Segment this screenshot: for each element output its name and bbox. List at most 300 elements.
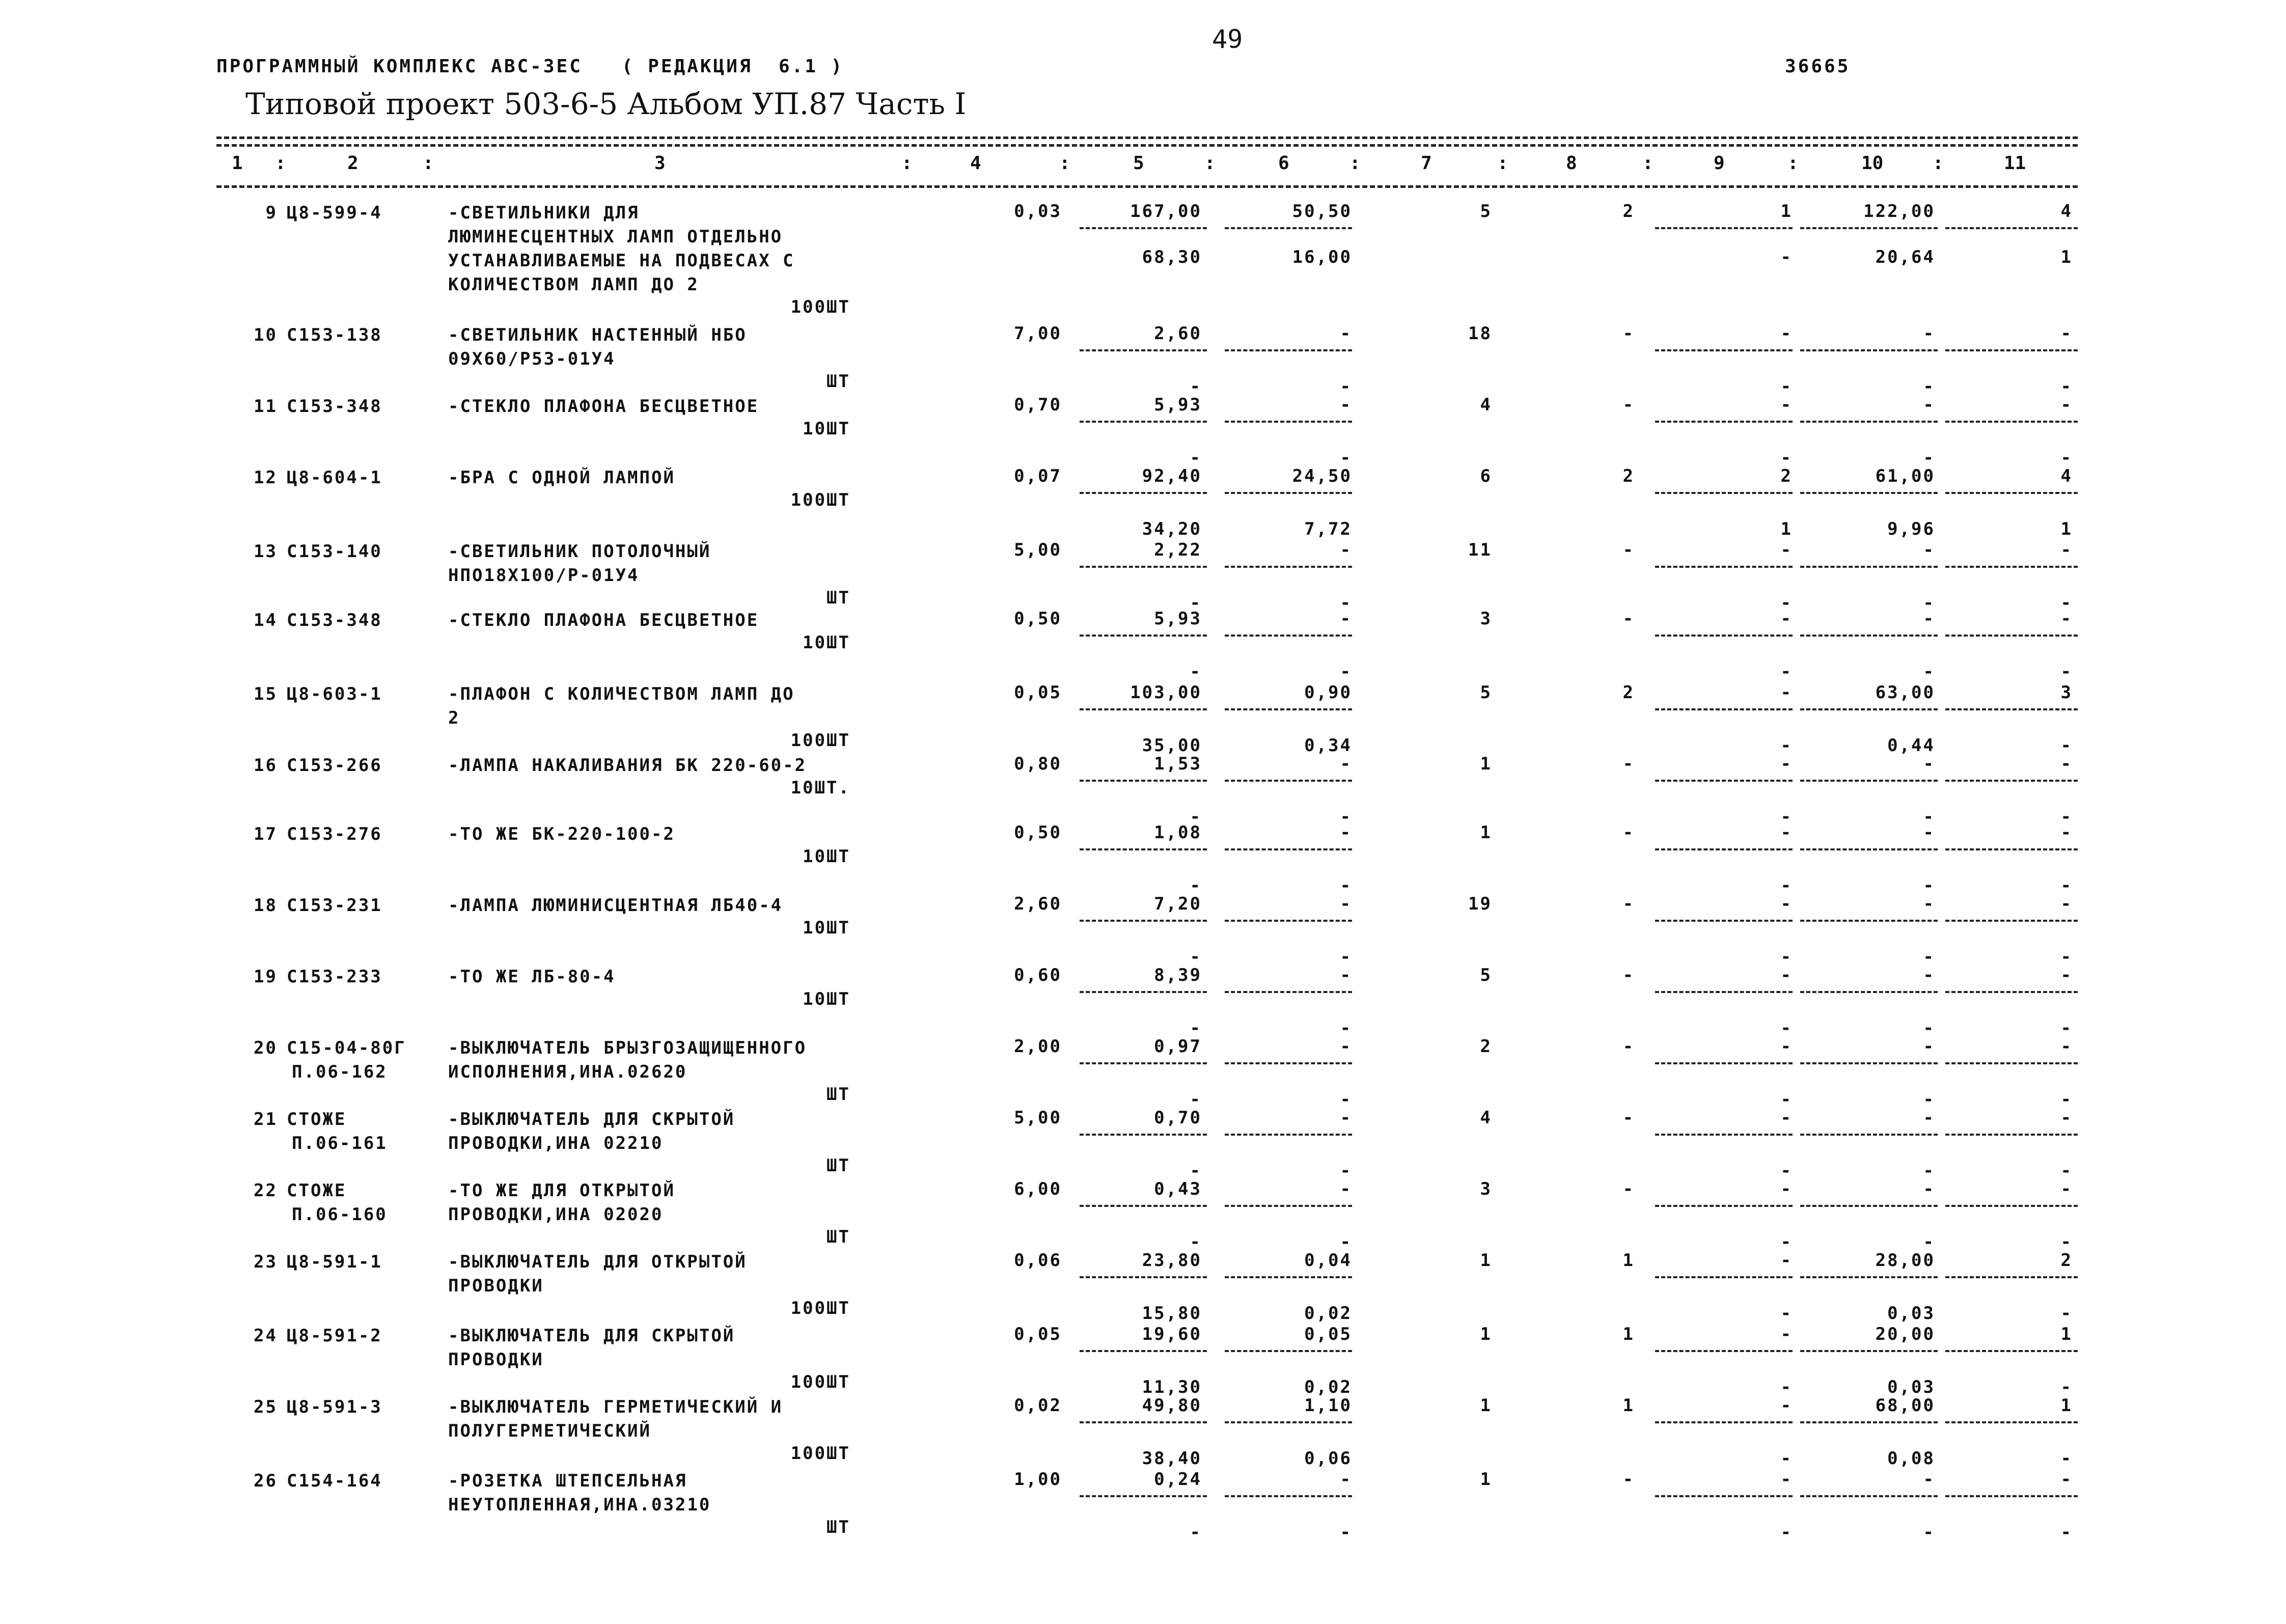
cell-col-9-secondary: - <box>1780 247 1793 267</box>
row-code-value: С153-138 <box>287 325 382 345</box>
cell-col-11: 2 <box>2060 1250 2073 1271</box>
cell-col-9: - <box>1780 1036 1793 1057</box>
sub-rule-col-6 <box>1225 349 1352 351</box>
row-code <box>247 1250 446 1274</box>
cell-col-9: 2 <box>1780 466 1793 486</box>
cell-col-9-secondary: - <box>1780 662 1793 682</box>
cell-col-8: - <box>1622 822 1635 843</box>
row-number: 23 <box>254 1252 278 1272</box>
sub-rule-col-10 <box>1800 421 1938 423</box>
sub-rule-col-11 <box>1945 1350 2078 1352</box>
document-code: 36665 <box>1785 56 1851 77</box>
cell-col-9: - <box>1780 540 1793 560</box>
cell-col-9-secondary: - <box>1780 593 1793 613</box>
cell-col-8: 2 <box>1622 466 1635 486</box>
cell-col-9: - <box>1780 1324 1793 1344</box>
sub-rule-col-10 <box>1800 920 1938 922</box>
cell-col-4: 0,50 <box>1014 609 1062 629</box>
cell-col-6-secondary: - <box>1340 875 1352 896</box>
cell-col-4: 7,00 <box>1014 323 1062 344</box>
row-code-value: С153-348 <box>287 610 382 630</box>
cell-col-9: - <box>1780 894 1793 914</box>
cell-col-10-secondary: - <box>1923 947 1935 967</box>
cell-col-10: - <box>1923 540 1935 560</box>
cell-col-8: - <box>1622 323 1635 344</box>
cell-col-10-secondary: - <box>1923 1089 1935 1110</box>
cell-col-8: - <box>1622 965 1635 985</box>
row-unit: 100ШТ <box>790 490 850 510</box>
cell-col-9-secondary: - <box>1780 1232 1793 1252</box>
row-name-line: ПРОВОДКИ,ИНА 02020 <box>448 1204 664 1225</box>
row-name-line: -ТО ЖЕ ДЛЯ ОТКРЫТОЙ <box>448 1180 675 1201</box>
project-title: Типовой проект 503-6-5 Альбом УП.87 Часть I <box>245 87 967 121</box>
cell-col-10-secondary: - <box>1923 875 1935 896</box>
cell-col-10: - <box>1923 822 1935 843</box>
cell-col-9-secondary: - <box>1780 448 1793 468</box>
cell-col-6-secondary: - <box>1340 1089 1352 1110</box>
cell-col-5: 2,60 <box>1154 323 1202 344</box>
cell-col-9: - <box>1780 1179 1793 1199</box>
cell-col-6-secondary: 0,06 <box>1304 1448 1352 1469</box>
row-name-line: УСТАНАВЛИВАЕМЫЕ НА ПОДВЕСАХ С <box>448 251 795 271</box>
row-code-value: С154-164 <box>287 1471 382 1491</box>
cell-col-9: - <box>1780 965 1793 985</box>
cell-col-7: 1 <box>1480 822 1492 843</box>
sub-rule-col-10 <box>1800 780 1938 782</box>
sub-rule-col-10 <box>1800 227 1938 229</box>
cell-col-9: - <box>1780 323 1793 344</box>
cell-col-5: 8,39 <box>1154 965 1202 985</box>
sub-rule-col-11 <box>1945 1421 2078 1423</box>
cell-col-10: - <box>1923 1108 1935 1128</box>
sub-rule-col-6 <box>1225 1276 1352 1278</box>
row-name-line: -СВЕТИЛЬНИКИ ДЛЯ <box>448 203 640 223</box>
cell-col-5-secondary: 15,80 <box>1142 1303 1202 1324</box>
row-unit: ШТ <box>827 1155 850 1176</box>
cell-col-11-secondary: - <box>2060 376 2073 397</box>
row-number: 14 <box>254 610 278 630</box>
cell-col-10: - <box>1923 1469 1935 1490</box>
row-unit: ШТ <box>827 371 850 392</box>
cell-col-4: 2,00 <box>1014 1036 1062 1057</box>
row-unit: 10ШТ <box>803 419 850 439</box>
sub-rule-col-9 <box>1655 566 1793 568</box>
row-number: 20 <box>254 1038 278 1058</box>
cell-col-10: 20,00 <box>1875 1324 1935 1344</box>
cell-col-5-secondary: - <box>1190 1232 1202 1252</box>
cell-col-5-secondary: - <box>1190 947 1202 967</box>
cell-col-9-secondary: - <box>1780 1018 1793 1038</box>
cell-col-4: 0,06 <box>1014 1250 1062 1271</box>
sub-rule-col-9 <box>1655 635 1793 637</box>
sub-rule-col-6 <box>1225 780 1352 782</box>
cell-col-11: - <box>2060 822 2073 843</box>
row-code <box>247 395 446 419</box>
cell-col-10: 68,00 <box>1875 1395 1935 1416</box>
row-code-value: С153-276 <box>287 824 382 844</box>
sub-rule-col-11 <box>1945 1134 2078 1136</box>
cell-col-9-secondary: - <box>1780 735 1793 756</box>
cell-col-4: 0,70 <box>1014 395 1062 415</box>
cell-col-7: 3 <box>1480 1179 1492 1199</box>
cell-col-10-secondary: 0,44 <box>1887 735 1935 756</box>
cell-col-11-secondary: - <box>2060 1377 2073 1397</box>
cell-col-9-secondary: - <box>1780 807 1793 827</box>
header-rule-bottom <box>216 185 2078 188</box>
cell-col-7: 1 <box>1480 754 1492 774</box>
cell-col-6-secondary: - <box>1340 1232 1352 1252</box>
cell-col-8: - <box>1622 1036 1635 1057</box>
row-code-value: С153-348 <box>287 396 382 417</box>
cell-col-11-secondary: - <box>2060 735 2073 756</box>
page-number: 49 <box>1212 24 1243 54</box>
cell-col-9-secondary: - <box>1780 1089 1793 1110</box>
sub-rule-col-6 <box>1225 1062 1352 1064</box>
cell-col-10: - <box>1923 894 1935 914</box>
col-header-4: 4 <box>970 153 981 174</box>
row-name-line: -ЛАМПА ЛЮМИНИСЦЕНТНАЯ ЛБ40-4 <box>448 895 783 916</box>
sub-rule-col-11 <box>1945 848 2078 850</box>
sub-rule-col-9 <box>1655 1276 1793 1278</box>
cell-col-11-secondary: - <box>2060 1018 2073 1038</box>
cell-col-11-secondary: - <box>2060 448 2073 468</box>
cell-col-8: 2 <box>1622 201 1635 222</box>
row-code <box>247 1469 446 1493</box>
row-unit: 10ШТ <box>803 846 850 867</box>
row-unit: 100ШТ <box>790 1372 850 1392</box>
cell-col-11: - <box>2060 1179 2073 1199</box>
row-unit: ШТ <box>827 1227 850 1247</box>
sub-rule-col-5 <box>1080 635 1207 637</box>
row-number: 10 <box>254 325 278 345</box>
cell-col-4: 0,05 <box>1014 1324 1062 1344</box>
row-code-value: С153-266 <box>287 755 382 776</box>
cell-col-10: 122,00 <box>1863 201 1935 222</box>
cell-col-11-secondary: - <box>2060 947 2073 967</box>
cell-col-4: 0,50 <box>1014 822 1062 843</box>
sub-rule-col-11 <box>1945 780 2078 782</box>
sub-rule-col-9 <box>1655 848 1793 850</box>
cell-col-11-secondary: - <box>2060 662 2073 682</box>
sub-rule-col-5 <box>1080 1421 1207 1423</box>
cell-col-5: 19,60 <box>1142 1324 1202 1344</box>
sub-rule-col-10 <box>1800 635 1938 637</box>
cell-col-11: - <box>2060 965 2073 985</box>
cell-col-11-secondary: - <box>2060 875 2073 896</box>
cell-col-5: 23,80 <box>1142 1250 1202 1271</box>
cell-col-6: 0,90 <box>1304 682 1352 703</box>
cell-col-9: - <box>1780 754 1793 774</box>
cell-col-10-secondary: 0,03 <box>1887 1303 1935 1324</box>
row-unit: 10ШТ. <box>790 778 850 798</box>
row-code-value: С153-140 <box>287 541 382 562</box>
cell-col-6: - <box>1340 1036 1352 1057</box>
sub-rule-col-6 <box>1225 1134 1352 1136</box>
cell-col-8: - <box>1622 894 1635 914</box>
cell-col-10-secondary: - <box>1923 1522 1935 1543</box>
cell-col-11: - <box>2060 754 2073 774</box>
sub-rule-col-11 <box>1945 566 2078 568</box>
sub-rule-col-11 <box>1945 991 2078 993</box>
cell-col-4: 1,00 <box>1014 1469 1062 1490</box>
row-name-line: ПРОВОДКИ <box>448 1350 544 1370</box>
cell-col-6: - <box>1340 1469 1352 1490</box>
row-name-line: КОЛИЧЕСТВОМ ЛАМП ДО 2 <box>448 274 699 295</box>
cell-col-5-secondary: - <box>1190 875 1202 896</box>
row-name-line: -РОЗЕТКА ШТЕПСЕЛЬНАЯ <box>448 1471 687 1491</box>
row-code-value: Ц8-604-1 <box>287 467 382 488</box>
row-name-line: -ВЫКЛЮЧАТЕЛЬ ГЕРМЕТИЧЕСКИЙ И <box>448 1397 783 1417</box>
cell-col-8: - <box>1622 395 1635 415</box>
cell-col-11-secondary: - <box>2060 807 2073 827</box>
cell-col-4: 2,60 <box>1014 894 1062 914</box>
col-header-5: 5 <box>1133 153 1144 174</box>
sub-rule-col-6 <box>1225 920 1352 922</box>
row-unit: 10ШТ <box>803 918 850 938</box>
cell-col-7: 5 <box>1480 682 1492 703</box>
cell-col-9-secondary: 1 <box>1780 519 1793 539</box>
cell-col-11: 1 <box>2060 1324 2073 1344</box>
row-code <box>247 1395 446 1419</box>
cell-col-6-secondary: - <box>1340 376 1352 397</box>
col-header-3: 3 <box>654 153 666 174</box>
cell-col-5: 0,97 <box>1154 1036 1202 1057</box>
row-code <box>247 965 446 989</box>
row-unit: ШТ <box>827 1517 850 1537</box>
sub-rule-col-11 <box>1945 708 2078 710</box>
cell-col-4: 0,80 <box>1014 754 1062 774</box>
cell-col-11: - <box>2060 540 2073 560</box>
sub-rule-col-9 <box>1655 1350 1793 1352</box>
row-code <box>247 466 446 490</box>
cell-col-11: - <box>2060 323 2073 344</box>
row-code <box>247 323 446 347</box>
cell-col-7: 19 <box>1468 894 1492 914</box>
row-name-line: -ТО ЖЕ БК-220-100-2 <box>448 824 675 844</box>
sub-rule-col-5 <box>1080 920 1207 922</box>
cell-col-8: - <box>1622 754 1635 774</box>
row-name-line: НПО18Х100/Р-01У4 <box>448 565 640 586</box>
cell-col-6-secondary: - <box>1340 1161 1352 1181</box>
row-name-line: -СТЕКЛО ПЛАФОНА БЕСЦВЕТНОЕ <box>448 610 759 630</box>
sub-rule-col-5 <box>1080 991 1207 993</box>
row-code <box>247 682 446 706</box>
sub-rule-col-10 <box>1800 1205 1938 1207</box>
cell-col-5-secondary: - <box>1190 1089 1202 1110</box>
cell-col-10-secondary: - <box>1923 593 1935 613</box>
row-number: 11 <box>254 396 278 417</box>
cell-col-11: 1 <box>2060 1395 2073 1416</box>
row-number: 24 <box>254 1326 278 1346</box>
cell-col-10: - <box>1923 395 1935 415</box>
cell-col-7: 1 <box>1480 1324 1492 1344</box>
cell-col-9: - <box>1780 1108 1793 1128</box>
row-unit: 100ШТ <box>790 297 850 317</box>
cell-col-10-secondary: - <box>1923 662 1935 682</box>
cell-col-11: - <box>2060 1469 2073 1490</box>
cell-col-9-secondary: - <box>1780 947 1793 967</box>
row-code <box>247 609 446 632</box>
cell-col-11: - <box>2060 1108 2073 1128</box>
sub-rule-col-11 <box>1945 635 2078 637</box>
cell-col-6-secondary: - <box>1340 448 1352 468</box>
sub-rule-col-10 <box>1800 1421 1938 1423</box>
sub-rule-col-5 <box>1080 1276 1207 1278</box>
cell-col-6-secondary: - <box>1340 947 1352 967</box>
cell-col-10: - <box>1923 609 1935 629</box>
sub-rule-col-6 <box>1225 1421 1352 1423</box>
cell-col-9: - <box>1780 1469 1793 1490</box>
sub-rule-col-10 <box>1800 492 1938 494</box>
cell-col-4: 0,03 <box>1014 201 1062 222</box>
cell-col-6-secondary: 7,72 <box>1304 519 1352 539</box>
cell-col-4: 0,02 <box>1014 1395 1062 1416</box>
cell-col-5: 92,40 <box>1142 466 1202 486</box>
row-unit: 10ШТ <box>803 632 850 653</box>
cell-col-10: 63,00 <box>1875 682 1935 703</box>
col-header-9: 9 <box>1714 153 1725 174</box>
cell-col-10-secondary: 20,64 <box>1875 247 1935 267</box>
sub-rule-col-10 <box>1800 1134 1938 1136</box>
cell-col-11-secondary: - <box>2060 1232 2073 1252</box>
cell-col-6: - <box>1340 754 1352 774</box>
col-header-1: 1 <box>232 153 243 174</box>
row-code <box>247 894 446 918</box>
sub-rule-col-6 <box>1225 1350 1352 1352</box>
sub-rule-col-11 <box>1945 1062 2078 1064</box>
sub-rule-col-9 <box>1655 1495 1793 1497</box>
cell-col-10-secondary: - <box>1923 1161 1935 1181</box>
cell-col-10-secondary: - <box>1923 1232 1935 1252</box>
cell-col-11-secondary: - <box>2060 1303 2073 1324</box>
row-code-value: Ц8-591-2 <box>287 1326 382 1346</box>
cell-col-5: 49,80 <box>1142 1395 1202 1416</box>
row-code <box>247 201 446 225</box>
sub-rule-col-11 <box>1945 492 2078 494</box>
cell-col-6: - <box>1340 965 1352 985</box>
sub-rule-col-10 <box>1800 1276 1938 1278</box>
cell-col-5-secondary: 11,30 <box>1142 1377 1202 1397</box>
row-name-line: -ТО ЖЕ ЛБ-80-4 <box>448 967 616 987</box>
cell-col-7: 18 <box>1468 323 1492 344</box>
row-name-line: ПОЛУГЕРМЕТИЧЕСКИЙ <box>448 1421 651 1441</box>
sub-rule-col-9 <box>1655 1205 1793 1207</box>
sub-rule-col-10 <box>1800 1495 1938 1497</box>
cell-col-9-secondary: - <box>1780 1161 1793 1181</box>
cell-col-5-secondary: - <box>1190 448 1202 468</box>
cell-col-11-secondary: - <box>2060 1161 2073 1181</box>
sub-rule-col-5 <box>1080 566 1207 568</box>
cell-col-9: - <box>1780 609 1793 629</box>
cell-col-11: 4 <box>2060 201 2073 222</box>
cell-col-11-secondary: - <box>2060 1448 2073 1469</box>
row-number: 16 <box>254 755 278 776</box>
sub-rule-col-9 <box>1655 1134 1793 1136</box>
cell-col-7: 4 <box>1480 395 1492 415</box>
cell-col-9: - <box>1780 682 1793 703</box>
row-code-value: С15-04-80Г <box>287 1038 406 1058</box>
row-name-line: 2 <box>448 708 460 728</box>
cell-col-4: 5,00 <box>1014 540 1062 560</box>
cell-col-9-secondary: - <box>1780 1377 1793 1397</box>
row-code-value: СТОЖЕ <box>287 1180 347 1201</box>
cell-col-7: 5 <box>1480 965 1492 985</box>
row-number: 18 <box>254 895 278 916</box>
cell-col-6: - <box>1340 1179 1352 1199</box>
cell-col-5-secondary: - <box>1190 1018 1202 1038</box>
col-header-8: 8 <box>1566 153 1577 174</box>
sub-rule-col-5 <box>1080 1062 1207 1064</box>
cell-col-8: - <box>1622 609 1635 629</box>
sub-rule-col-9 <box>1655 920 1793 922</box>
cell-col-9: - <box>1780 395 1793 415</box>
header-rule-top <box>216 136 2078 139</box>
cell-col-5: 0,43 <box>1154 1179 1202 1199</box>
sub-rule-col-11 <box>1945 1276 2078 1278</box>
cell-col-11: - <box>2060 609 2073 629</box>
cell-col-8: 1 <box>1622 1250 1635 1271</box>
cell-col-9-secondary: - <box>1780 1522 1793 1543</box>
row-code-value: Ц8-591-3 <box>287 1397 382 1417</box>
row-code <box>247 1179 446 1203</box>
cell-col-10: - <box>1923 1179 1935 1199</box>
row-name-line: -ЛАМПА НАКАЛИВАНИЯ БК 220-60-2 <box>448 755 807 776</box>
row-unit: 10ШТ <box>803 989 850 1009</box>
cell-col-7: 6 <box>1480 466 1492 486</box>
row-name-line: 09Х60/Р53-01У4 <box>448 349 616 369</box>
cell-col-10-secondary: - <box>1923 448 1935 468</box>
cell-col-6: - <box>1340 822 1352 843</box>
sub-rule-col-9 <box>1655 421 1793 423</box>
row-number: 15 <box>254 684 278 704</box>
cell-col-7: 2 <box>1480 1036 1492 1057</box>
row-name-line: -СВЕТИЛЬНИК НАСТЕННЫЙ НБО <box>448 325 747 345</box>
sub-rule-col-5 <box>1080 349 1207 351</box>
row-name-line: -БРА С ОДНОЙ ЛАМПОЙ <box>448 467 675 488</box>
row-number: 9 <box>265 203 278 223</box>
row-code-value: Ц8-603-1 <box>287 684 382 704</box>
cell-col-6-secondary: - <box>1340 1522 1352 1543</box>
row-unit: 100ШТ <box>790 1443 850 1464</box>
row-number: 13 <box>254 541 278 562</box>
row-name-line: -СТЕКЛО ПЛАФОНА БЕСЦВЕТНОЕ <box>448 396 759 417</box>
sub-rule-col-5 <box>1080 1350 1207 1352</box>
sub-rule-col-6 <box>1225 991 1352 993</box>
cell-col-7: 1 <box>1480 1395 1492 1416</box>
sub-rule-col-11 <box>1945 1495 2078 1497</box>
row-code <box>247 754 446 778</box>
column-header-row: 1 : 2 : 3 : 4 : 5 : 6 : 7 : 8 : 9 : 10 : 11 <box>232 153 2026 174</box>
cell-col-5: 7,20 <box>1154 894 1202 914</box>
cell-col-11: - <box>2060 894 2073 914</box>
col-header-6: 6 <box>1278 153 1289 174</box>
cell-col-5: 5,93 <box>1154 609 1202 629</box>
sub-rule-col-5 <box>1080 1495 1207 1497</box>
sub-rule-col-11 <box>1945 920 2078 922</box>
cell-col-6: - <box>1340 894 1352 914</box>
sub-rule-col-10 <box>1800 991 1938 993</box>
cell-col-11-secondary: - <box>2060 593 2073 613</box>
row-code <box>247 822 446 846</box>
cell-col-4: 0,07 <box>1014 466 1062 486</box>
row-code-value: С153-231 <box>287 895 382 916</box>
cell-col-6: 24,50 <box>1292 466 1352 486</box>
col-header-11: 11 <box>2004 153 2026 174</box>
sub-rule-col-11 <box>1945 1205 2078 1207</box>
col-header-10: 10 <box>1861 153 1884 174</box>
sub-rule-col-6 <box>1225 421 1352 423</box>
cell-col-5: 0,70 <box>1154 1108 1202 1128</box>
